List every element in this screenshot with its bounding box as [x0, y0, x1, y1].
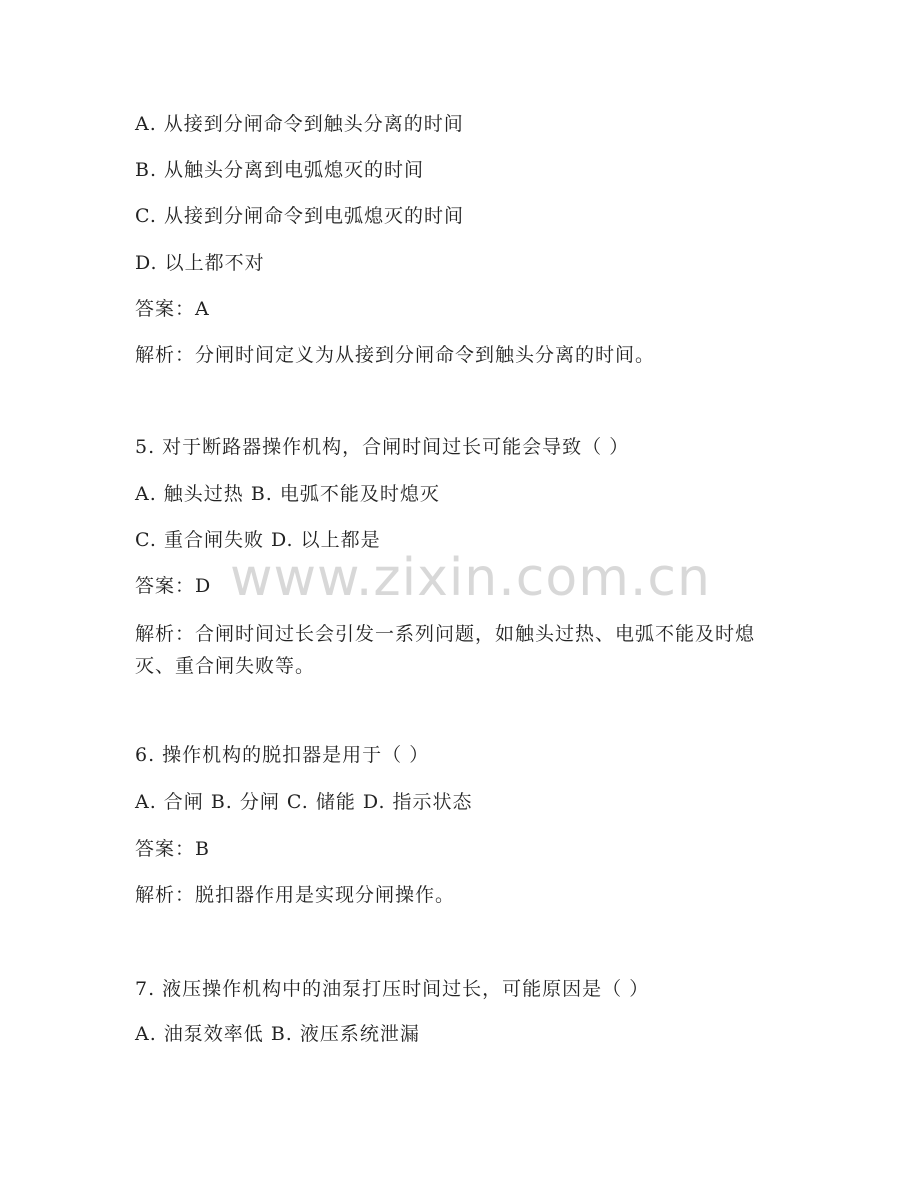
q4-answer: 答案：A [135, 298, 210, 320]
q5-analysis: 解析：合闸时间过长会引发一系列问题，如触头过热、电弧不能及时熄灭、重合闸失败等。 [135, 623, 756, 677]
q7-question: 7. 液压操作机构中的油泵打压时间过长，可能原因是（ ） [135, 978, 650, 1000]
q4-analysis: 解析：分闸时间定义为从接到分闸命令到触头分离的时间。 [135, 344, 656, 366]
q5-options-cd: C. 重合闸失败 D. 以上都是 [135, 529, 381, 551]
q6-options: A. 合闸 B. 分闸 C. 储能 D. 指示状态 [135, 791, 473, 813]
q5-options-ab: A. 触头过热 B. 电弧不能及时熄灭 [135, 483, 440, 505]
q6-analysis: 解析：脱扣器作用是实现分闸操作。 [135, 884, 456, 906]
q4-option-b: B. 从触头分离到电弧熄灭的时间 [135, 159, 425, 181]
q4-option-a: A. 从接到分闸命令到触头分离的时间 [135, 113, 464, 135]
q5-question: 5. 对于断路器操作机构，合闸时间过长可能会导致（ ） [135, 436, 630, 458]
q7-options-ab: A. 油泵效率低 B. 液压系统泄漏 [135, 1023, 420, 1045]
q6-answer: 答案：B [135, 838, 210, 860]
watermark: www.zixin.com.cn [230, 548, 711, 608]
q4-option-d: D. 以上都不对 [135, 252, 265, 274]
q6-question: 6. 操作机构的脱扣器是用于（ ） [135, 744, 430, 766]
q5-answer: 答案：D [135, 575, 212, 597]
q4-option-c: C. 从接到分闸命令到电弧熄灭的时间 [135, 205, 464, 227]
